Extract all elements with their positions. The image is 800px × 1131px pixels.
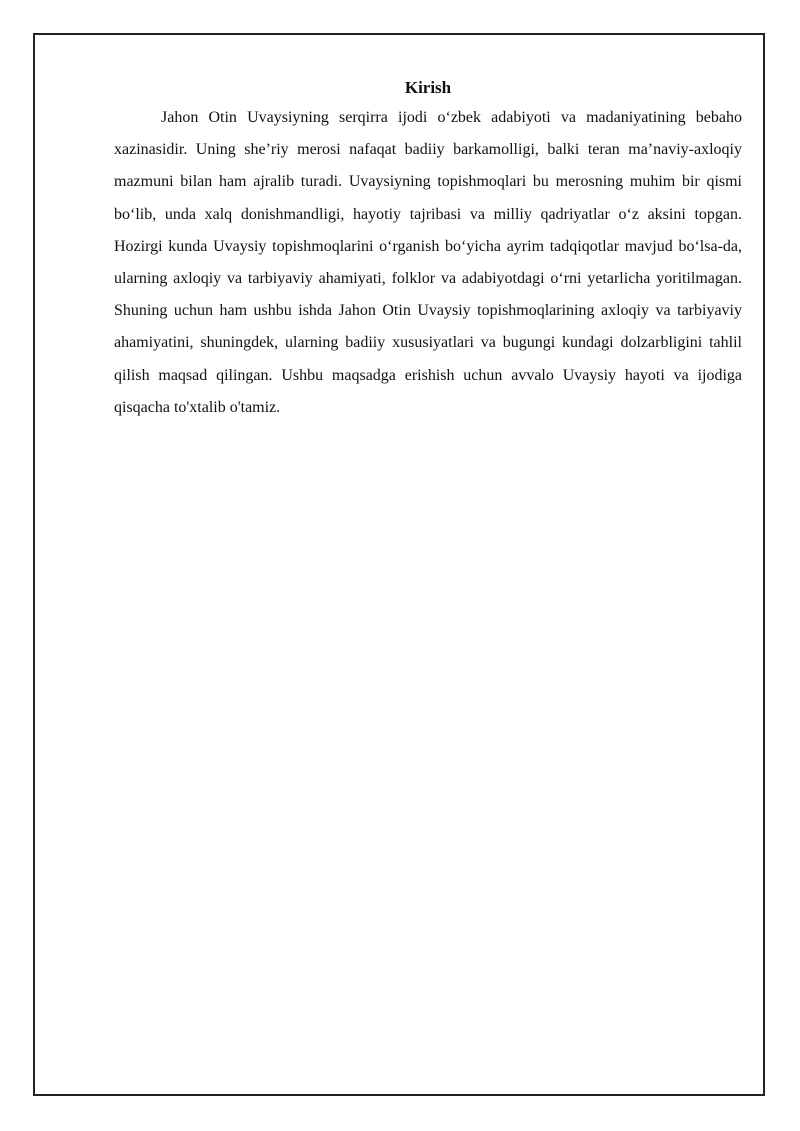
section-heading: Kirish: [404, 78, 452, 97]
intro-paragraph: Jahon Otin Uvaysiyning serqirra ijodi o‘zbek adabiyoti va madaniyatining bebaho xazinasidir. Uning she’riy merosi nafaqat badiiy barkamolligi, balki teran ma’naviy-axloqiy mazmuni bilan ham ajralib turadi. Uvaysiyning topishmoqlari bu merosning muhim bir qismi bo‘lib, unda xalq donishmandligi, hayotiy tajribasi va milliy qadriyatlar o‘z aksini topgan. Hozirgi kunda Uvaysiy topishmoqlarini o‘rganish bo‘yicha ayrim tadqiqotlar mavjud bo‘lsa-da, ularning axloqiy va tarbiyaviy ahamiyati, folklor va adabiyotdagi o‘rni yetarlicha yoritilmagan. Shuning uchun ham ushbu ishda Jahon Otin Uvaysiy topishmoqlarining axloqiy va tarbiyaviy ahamiyatini, shuningdek, ularning badiiy xususiyatlari va bugungi kundagi dolzarbligini tahlil qilish maqsad qilingan. Ushbu maqsadga erishish uchun avvalo Uvaysiy hayoti va ijodiga qisqacha to'xtalib o'tamiz.: [114, 109, 742, 416]
document-body: [114, 76, 742, 424]
